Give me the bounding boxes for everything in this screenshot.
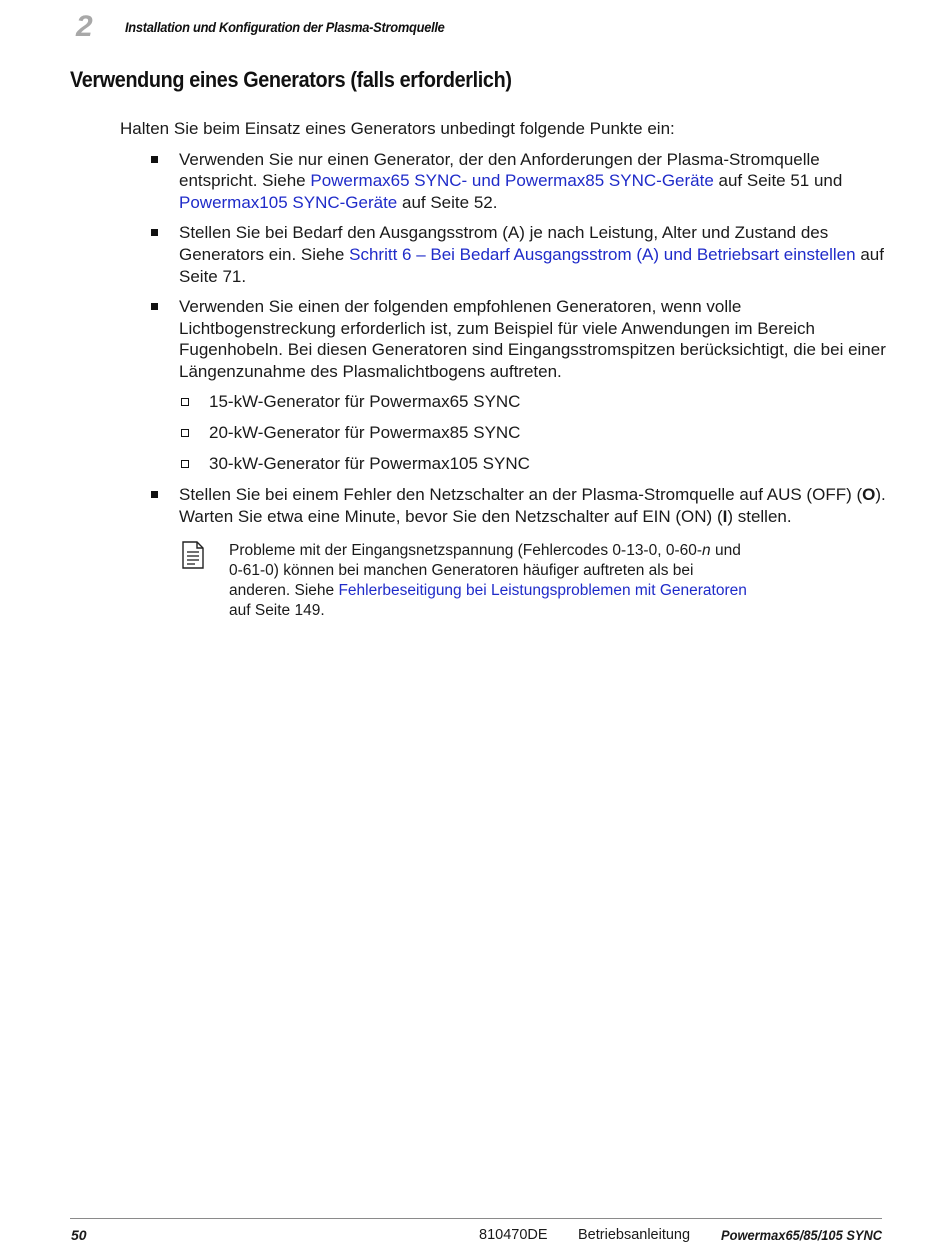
- square-bullet-icon: [151, 303, 158, 310]
- running-header-title: Installation und Konfiguration der Plasma-Stromquelle: [125, 19, 445, 35]
- section-title: Verwendung eines Generators (falls erforderlich): [70, 67, 512, 92]
- footer-divider: [70, 1218, 882, 1219]
- bullet-text: Stellen Sie bei einem Fehler den Netzschalter an der Plasma-Stromquelle auf AUS (OFF) (: [179, 485, 863, 505]
- list-item: [120, 149, 890, 214]
- note-block: [229, 541, 749, 621]
- link-powermax105-devices[interactable]: Powermax105 SYNC-Geräte: [179, 192, 398, 212]
- checkbox-bullet-icon: [181, 429, 189, 437]
- note-text-italic: n: [702, 542, 711, 560]
- bullet-text: Verwenden Sie nur einen Generator, der den Anforderungen der Plasma-Stromquelle entspricht. Siehe: [179, 149, 820, 191]
- chapter-number: 2: [76, 10, 93, 43]
- sub-list-item: [179, 422, 890, 444]
- link-powermax65-85-devices[interactable]: Powermax65 SYNC- und Powermax85 SYNC-Geräte: [310, 171, 714, 191]
- sub-item-text: 30-kW-Generator für Powermax105 SYNC: [209, 453, 530, 473]
- bullet-text: Verwenden Sie einen der folgenden empfohlenen Generatoren, wenn volle Lichtbogenstreckung erforderlich ist, zum Beispiel für viele Anwendungen im Bereich Fugenhobeln. Bei diesen Generatoren sind Eingangsstromspitzen berücksichtigt, die bei einer Längenzunahme des Plasmalichtbogens auftreten.: [179, 297, 886, 381]
- note-icon: [181, 541, 205, 569]
- checkbox-bullet-icon: [181, 460, 189, 468]
- off-symbol: O: [862, 485, 876, 505]
- product-name: Powermax65/85/105 SYNC: [720, 1227, 882, 1243]
- document-number: 810470DE: [479, 1227, 548, 1243]
- note-text: und 0-61-0) können bei manchen Generatoren häufiger auftreten als bei anderen. Siehe: [229, 542, 741, 600]
- intro-text: Halten Sie beim Einsatz eines Generators unbedingt folgende Punkte ein:: [120, 119, 675, 138]
- sub-list-item: [179, 453, 890, 475]
- sub-item-text: 15-kW-Generator für Powermax65 SYNC: [209, 391, 521, 411]
- list-item: [120, 296, 890, 474]
- sub-list-item: [179, 391, 890, 413]
- on-symbol: I: [722, 506, 728, 526]
- link-troubleshooting-generators[interactable]: Fehlerbeseitigung bei Leistungsproblemen mit Generatoren: [338, 582, 747, 600]
- list-item: [120, 222, 890, 287]
- note-text: auf Seite 149.: [229, 602, 325, 620]
- bullet-text: ). Warten Sie etwa eine Minute, bevor Sie den Netzschalter auf EIN (ON) (: [179, 485, 886, 526]
- generator-sublist: [179, 391, 890, 475]
- bullet-text: Stellen Sie bei Bedarf den Ausgangsstrom (A) je nach Leistung, Alter und Zustand des Generators ein. Siehe: [179, 223, 829, 264]
- square-bullet-icon: [151, 156, 158, 163]
- link-step-6[interactable]: Schritt 6 – Bei Bedarf Ausgangsstrom (A) und Betriebsart einstellen: [349, 244, 856, 264]
- list-item: [120, 484, 890, 527]
- main-content: [120, 118, 890, 621]
- bullet-text: ) stellen.: [727, 506, 792, 526]
- note-text: Probleme mit der Eingangsnetzspannung (Fehlercodes 0-13-0, 0-60-: [229, 542, 703, 560]
- document-type: Betriebsanleitung: [578, 1227, 691, 1243]
- bullet-list: [120, 149, 890, 528]
- bullet-text: auf Seite 51 und: [713, 171, 843, 191]
- page-number: 50: [71, 1227, 87, 1243]
- checkbox-bullet-icon: [181, 398, 189, 406]
- square-bullet-icon: [151, 229, 158, 236]
- square-bullet-icon: [151, 491, 158, 498]
- bullet-text: auf Seite 52.: [397, 192, 498, 212]
- bullet-text: auf Seite 71.: [179, 244, 884, 286]
- sub-item-text: 20-kW-Generator für Powermax85 SYNC: [209, 422, 521, 442]
